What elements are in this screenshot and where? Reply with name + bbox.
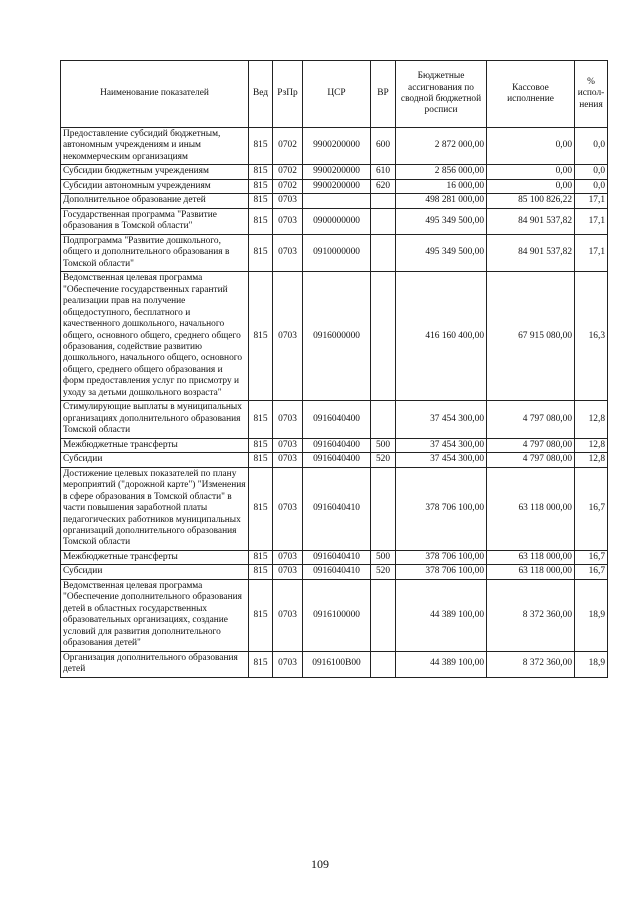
cell-rzpr: 0703 (273, 272, 303, 401)
header-budget: Бюджетные ассигнования по сводной бюджетной росписи (396, 61, 487, 128)
table-row (61, 550, 608, 564)
cell-csr: 0900000000 (303, 208, 371, 234)
header-name: Наименование показателей (61, 61, 249, 128)
cell-vr: 520 (371, 453, 396, 467)
cell-vr (371, 401, 396, 438)
cell-pct: 16,3 (575, 272, 608, 401)
cell-cash: 4 797 080,00 (487, 401, 575, 438)
cell-vr (371, 208, 396, 234)
cell-budget: 2 872 000,00 (396, 128, 487, 165)
cell-rzpr: 0703 (273, 579, 303, 651)
cell-name: Организация дополнительного образования детей (61, 651, 249, 677)
header-csr: ЦСР (303, 61, 371, 128)
cell-csr: 0916000000 (303, 272, 371, 401)
cell-budget: 378 706 100,00 (396, 550, 487, 564)
cell-csr: 0916040410 (303, 550, 371, 564)
cell-rzpr: 0702 (273, 179, 303, 193)
cell-pct: 16,7 (575, 467, 608, 550)
cell-vr (371, 651, 396, 677)
cell-ved: 815 (249, 128, 273, 165)
cell-rzpr: 0702 (273, 128, 303, 165)
cell-ved: 815 (249, 651, 273, 677)
cell-budget: 378 706 100,00 (396, 565, 487, 579)
cell-cash: 85 100 826,22 (487, 194, 575, 208)
cell-ved: 815 (249, 194, 273, 208)
cell-name: Субсидии (61, 453, 249, 467)
cell-budget: 37 454 300,00 (396, 401, 487, 438)
table-row (61, 438, 608, 452)
table-row (61, 128, 608, 165)
cell-cash: 4 797 080,00 (487, 453, 575, 467)
cell-name: Межбюджетные трансферты (61, 438, 249, 452)
cell-name: Субсидии автономным учреждениям (61, 179, 249, 193)
cell-pct: 18,9 (575, 579, 608, 651)
table-row (61, 401, 608, 438)
cell-rzpr: 0703 (273, 467, 303, 550)
cell-cash: 63 118 000,00 (487, 550, 575, 564)
cell-name: Субсидии бюджетным учреждениям (61, 165, 249, 179)
cell-cash: 0,00 (487, 179, 575, 193)
cell-budget: 37 454 300,00 (396, 438, 487, 452)
cell-vr: 620 (371, 179, 396, 193)
cell-csr: 0916040400 (303, 438, 371, 452)
page-number: 109 (311, 857, 329, 871)
cell-name: Межбюджетные трансферты (61, 550, 249, 564)
cell-csr (303, 194, 371, 208)
header-cash: Кассовое исполнение (487, 61, 575, 128)
table-row (61, 179, 608, 193)
header-pct: % испол-нения (575, 61, 608, 128)
cell-ved: 815 (249, 565, 273, 579)
cell-rzpr: 0702 (273, 165, 303, 179)
cell-name: Предоставление субсидий бюджетным, автономным учреждениям и иным некоммерческим организациям (61, 128, 249, 165)
cell-csr: 9900200000 (303, 165, 371, 179)
cell-pct: 17,1 (575, 194, 608, 208)
cell-name: Достижение целевых показателей по плану мероприятий ("дорожной карте") "Изменения в сфере образования в Томской области" в части повышения заработной платы педагогических работников муниципальных организаций дополнительного образования Томской области (61, 467, 249, 550)
cell-cash: 84 901 537,82 (487, 208, 575, 234)
cell-ved: 815 (249, 438, 273, 452)
header-rzpr: РзПр (273, 61, 303, 128)
cell-budget: 37 454 300,00 (396, 453, 487, 467)
cell-budget: 495 349 500,00 (396, 234, 487, 271)
cell-budget: 2 856 000,00 (396, 165, 487, 179)
table-row (61, 165, 608, 179)
table-row (61, 467, 608, 550)
cell-ved: 815 (249, 579, 273, 651)
cell-csr: 0916100000 (303, 579, 371, 651)
cell-ved: 815 (249, 234, 273, 271)
table-row (61, 194, 608, 208)
cell-vr: 500 (371, 438, 396, 452)
cell-budget: 44 389 100,00 (396, 651, 487, 677)
cell-csr: 0916040400 (303, 401, 371, 438)
cell-rzpr: 0703 (273, 438, 303, 452)
budget-execution-table (60, 60, 608, 678)
cell-name: Дополнительное образование детей (61, 194, 249, 208)
cell-rzpr: 0703 (273, 208, 303, 234)
table-header-row (61, 61, 608, 128)
cell-cash: 84 901 537,82 (487, 234, 575, 271)
cell-ved: 815 (249, 453, 273, 467)
cell-pct: 12,8 (575, 453, 608, 467)
cell-ved: 815 (249, 272, 273, 401)
cell-budget: 44 389 100,00 (396, 579, 487, 651)
cell-name: Субсидии (61, 565, 249, 579)
cell-name: Ведомственная целевая программа "Обеспечение дополнительного образования детей в областных государственных образовательных организациях, создание условий для развития дополнительного образования детей" (61, 579, 249, 651)
cell-pct: 0,0 (575, 165, 608, 179)
cell-rzpr: 0703 (273, 651, 303, 677)
cell-vr (371, 234, 396, 271)
table-row (61, 579, 608, 651)
table-row (61, 272, 608, 401)
cell-budget: 16 000,00 (396, 179, 487, 193)
cell-pct: 18,9 (575, 651, 608, 677)
budget-table-container (60, 60, 607, 678)
cell-rzpr: 0703 (273, 401, 303, 438)
cell-csr: 0916040410 (303, 565, 371, 579)
cell-rzpr: 0703 (273, 565, 303, 579)
cell-budget: 498 281 000,00 (396, 194, 487, 208)
cell-ved: 815 (249, 550, 273, 564)
cell-budget: 495 349 500,00 (396, 208, 487, 234)
table-row (61, 565, 608, 579)
cell-rzpr: 0703 (273, 234, 303, 271)
table-row (61, 234, 608, 271)
cell-ved: 815 (249, 208, 273, 234)
cell-csr: 0910000000 (303, 234, 371, 271)
cell-ved: 815 (249, 165, 273, 179)
cell-cash: 0,00 (487, 128, 575, 165)
cell-name: Стимулирующие выплаты в муниципальных организациях дополнительного образования Томской области (61, 401, 249, 438)
cell-budget: 378 706 100,00 (396, 467, 487, 550)
cell-ved: 815 (249, 401, 273, 438)
cell-pct: 16,7 (575, 550, 608, 564)
cell-vr (371, 194, 396, 208)
cell-rzpr: 0703 (273, 453, 303, 467)
cell-pct: 12,8 (575, 401, 608, 438)
cell-budget: 416 160 400,00 (396, 272, 487, 401)
cell-csr: 0916040410 (303, 467, 371, 550)
cell-pct: 17,1 (575, 234, 608, 271)
cell-csr: 0916100В00 (303, 651, 371, 677)
cell-pct: 16,7 (575, 565, 608, 579)
cell-cash: 8 372 360,00 (487, 651, 575, 677)
cell-pct: 17,1 (575, 208, 608, 234)
cell-pct: 0,0 (575, 128, 608, 165)
cell-pct: 12,8 (575, 438, 608, 452)
cell-rzpr: 0703 (273, 550, 303, 564)
cell-cash: 63 118 000,00 (487, 467, 575, 550)
cell-name: Государственная программа "Развитие образования в Томской области" (61, 208, 249, 234)
cell-cash: 63 118 000,00 (487, 565, 575, 579)
table-row (61, 208, 608, 234)
cell-vr: 500 (371, 550, 396, 564)
cell-cash: 8 372 360,00 (487, 579, 575, 651)
cell-vr (371, 467, 396, 550)
cell-csr: 0916040400 (303, 453, 371, 467)
cell-cash: 0,00 (487, 165, 575, 179)
cell-csr: 9900200000 (303, 179, 371, 193)
cell-ved: 815 (249, 467, 273, 550)
cell-name: Подпрограмма "Развитие дошкольного, общего и дополнительного образования в Томской области" (61, 234, 249, 271)
cell-vr: 520 (371, 565, 396, 579)
cell-ved: 815 (249, 179, 273, 193)
table-row (61, 453, 608, 467)
cell-csr: 9900200000 (303, 128, 371, 165)
cell-vr: 600 (371, 128, 396, 165)
header-vr: ВР (371, 61, 396, 128)
cell-cash: 67 915 080,00 (487, 272, 575, 401)
cell-vr (371, 579, 396, 651)
cell-name: Ведомственная целевая программа "Обеспечение государственных гарантий реализации прав на получение общедоступного, бесплатного и качественного дошкольного, начального общего, основного общего, среднего общего образования, содействие развитию дошкольного, начального общего, основного общего, среднего общего образования и форм предоставления услуг по присмотру и уходу за детьми дошкольного возраста" (61, 272, 249, 401)
header-ved: Вед (249, 61, 273, 128)
table-row (61, 651, 608, 677)
cell-vr (371, 272, 396, 401)
cell-rzpr: 0703 (273, 194, 303, 208)
cell-vr: 610 (371, 165, 396, 179)
cell-cash: 4 797 080,00 (487, 438, 575, 452)
cell-pct: 0,0 (575, 179, 608, 193)
